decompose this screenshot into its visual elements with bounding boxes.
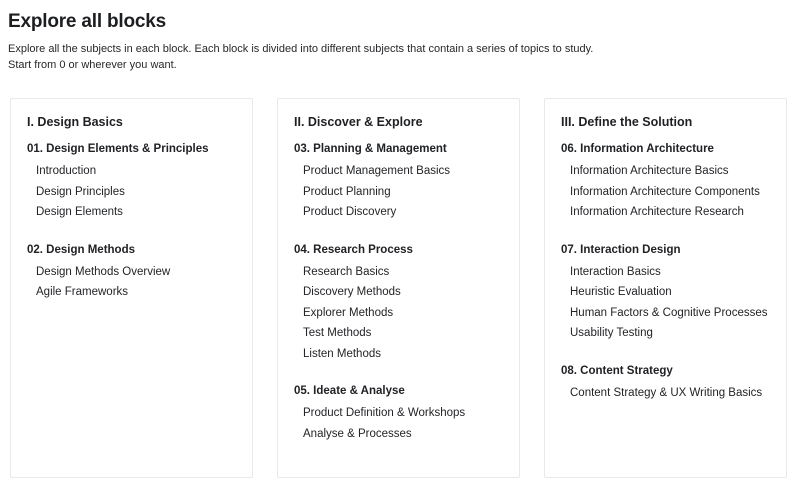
topic-link[interactable]: Product Definition & Workshops (303, 407, 466, 419)
topic-link[interactable]: Human Factors & Cognitive Processes (570, 306, 768, 319)
block-title: II. Discover & Explore (294, 115, 423, 129)
topic-list (561, 262, 771, 344)
topic-link[interactable]: Usability Testing (570, 327, 653, 339)
topic-link[interactable]: Interaction Basics (570, 265, 661, 278)
block-title: I. Design Basics (27, 115, 123, 129)
topic-link[interactable]: Introduction (36, 165, 97, 177)
blocks-grid (10, 98, 792, 478)
page-description (8, 42, 792, 73)
block-card (544, 98, 787, 478)
subject-title: 07. Interaction Design (561, 243, 681, 256)
subject-group (294, 241, 504, 365)
block-card (10, 98, 253, 478)
topic-link[interactable]: Explorer Methods (303, 306, 394, 319)
topic-list (294, 161, 504, 223)
topic-link[interactable]: Design Principles (36, 185, 125, 198)
page-title: Explore all blocks (8, 11, 166, 32)
subject-group (561, 140, 771, 223)
topic-link[interactable]: Information Architecture Basics (570, 165, 729, 177)
subject-title: 08. Content Strategy (561, 364, 673, 377)
topic-link[interactable]: Product Planning (303, 185, 391, 198)
subject-title: 05. Ideate & Analyse (294, 385, 405, 397)
subject-title: 03. Planning & Management (294, 143, 447, 155)
topic-link[interactable]: Design Methods Overview (36, 265, 171, 278)
topic-list (294, 262, 504, 365)
block-title: III. Define the Solution (561, 115, 693, 129)
topic-link[interactable]: Discovery Methods (303, 286, 401, 298)
subject-title: 04. Research Process (294, 243, 413, 256)
topic-link[interactable]: Product Management Basics (303, 165, 451, 177)
topic-link[interactable]: Heuristic Evaluation (570, 286, 672, 298)
topic-link[interactable]: Agile Frameworks (36, 286, 129, 298)
subject-title: 01. Design Elements & Principles (27, 143, 209, 155)
subject-group (561, 362, 771, 404)
subject-group (27, 140, 237, 223)
topic-list (561, 383, 771, 404)
subject-group (561, 241, 771, 344)
topic-link[interactable]: Research Basics (303, 265, 390, 278)
topic-link[interactable]: Design Elements (36, 206, 123, 218)
topic-link[interactable]: Listen Methods (303, 347, 381, 360)
topic-list (294, 403, 504, 444)
topic-link[interactable]: Analyse & Processes (303, 427, 412, 440)
subject-group (294, 382, 504, 444)
subject-group (294, 140, 504, 223)
subject-group (27, 241, 237, 303)
page-description-line1: Explore all the subjects in each block. Each block is divided into different subjects that contain a series of topics to study. (8, 43, 594, 55)
page-description-line2: Start from 0 or wherever you want. (8, 58, 177, 71)
topic-link[interactable]: Information Architecture Research (570, 206, 744, 218)
subject-title: 02. Design Methods (27, 243, 135, 256)
topic-link[interactable]: Content Strategy & UX Writing Basics (570, 386, 763, 399)
topic-link[interactable]: Test Methods (303, 327, 372, 339)
topic-list (561, 161, 771, 223)
block-card (277, 98, 520, 478)
topic-list (27, 262, 237, 303)
subject-title: 06. Information Architecture (561, 143, 714, 155)
topic-link[interactable]: Product Discovery (303, 206, 397, 218)
topic-list (27, 161, 237, 223)
topic-link[interactable]: Information Architecture Components (570, 185, 760, 198)
